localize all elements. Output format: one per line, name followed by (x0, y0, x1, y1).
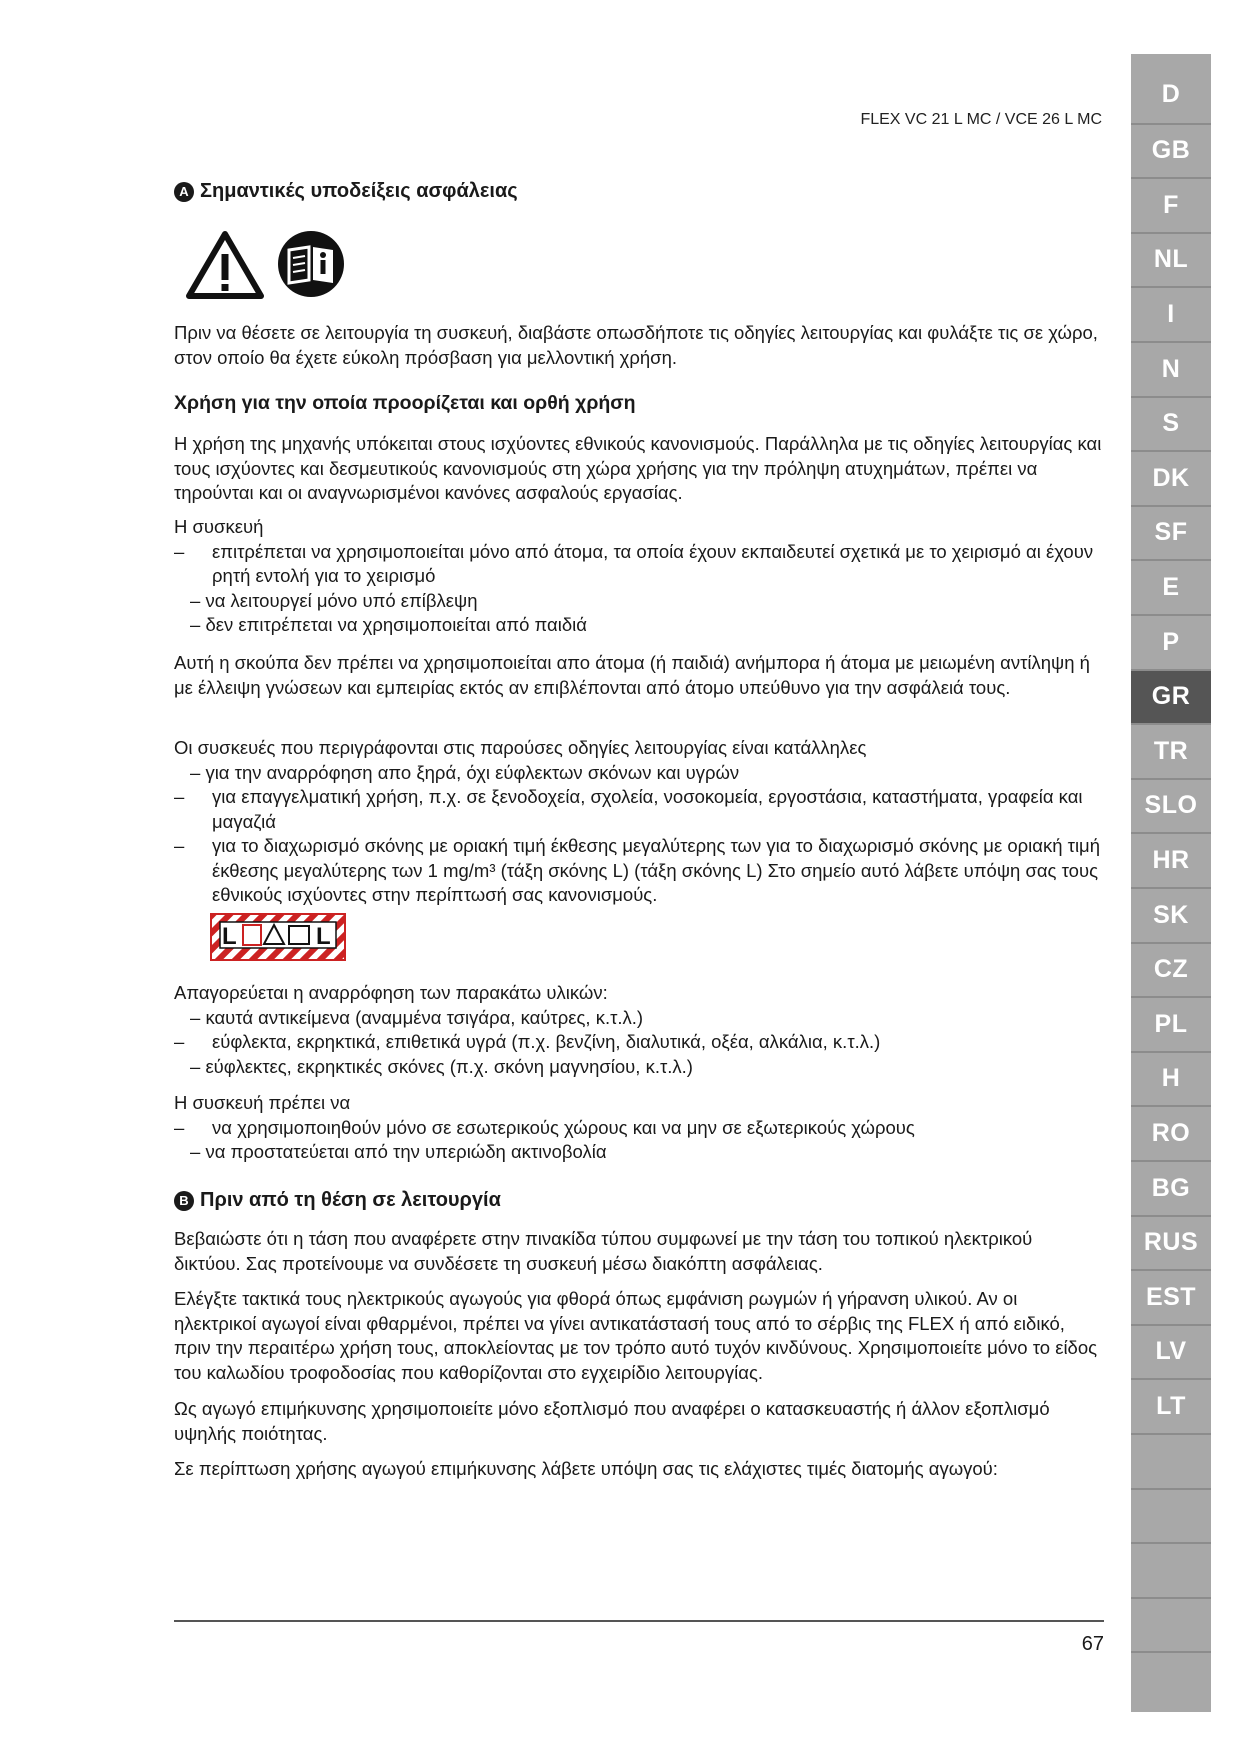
section-b-p2: Ελέγξτε τακτικά τους ηλεκτρικούς αγωγούς για φθορά όπως εμφάνιση ρωγμών ή γήρανση υλικού. Αν οι ηλεκτρικοί αγωγοί είναι φθαρμένοι, πρέπει να γίνει αντικατάστασή τους από το σέρβις της FLEX ή από ειδικό, πριν την περαιτέρω χρήση τους, αποκλείοντας με τον τρόπο αυτό τυχόν κινδύνους. Χρησιμοποιείτε μόνο το είδος του καλωδίου τροφοδοσίας που καθορίζονται στο εγχειρίδιο λειτουργίας. (174, 1288, 1098, 1383)
language-tab-p[interactable]: P (1131, 614, 1211, 668)
section-a-title-text: Σημαντικές υποδείξεις ασφάλειας (200, 180, 518, 202)
language-tab-f[interactable]: F (1131, 177, 1211, 231)
language-tab-s[interactable]: S (1131, 396, 1211, 450)
document-model-header: FLEX VC 21 L MC / VCE 26 L MC (860, 111, 1102, 128)
safety-icons (185, 230, 345, 300)
language-tab-dk[interactable]: DK (1131, 450, 1211, 504)
footer-divider (174, 1620, 1104, 1622)
language-tab-sf[interactable]: SF (1131, 505, 1211, 559)
language-tab-empty (1131, 1542, 1211, 1596)
list-item: – να προστατεύεται από την υπεριώδη ακτινοβολία (190, 1141, 607, 1162)
vacuum-warning-paragraph: Αυτή η σκούπα δεν πρέπει να χρησιμοποιείται απο άτομα (ή παιδιά) ανήμπορα ή άτομα με μειωμένη αντίληψη ή με έλλειψη γνώσεων και εμπειρίας εκτός αν επιβλέπονται από άτομο υπεύθυνο για την ασφάλειά τους. (174, 652, 1090, 698)
language-tab-ro[interactable]: RO (1131, 1105, 1211, 1159)
intro-paragraph: Πριν να θέσετε σε λειτουργία τη συσκευή, διαβάστε οπωσδήποτε τις οδηγίες λειτουργίας και φυλάξτε τις σε χώρο, στον οποίο θα έχετε εύκολη πρόσβαση για μελλοντική χρήση. (174, 322, 1098, 368)
section-a-intro (174, 321, 1104, 370)
section-b-title (174, 1189, 501, 1212)
language-tab-empty (1131, 1651, 1211, 1705)
language-tab-tr[interactable]: TR (1131, 723, 1211, 777)
list-item: – επιτρέπεται να χρησιμοποιείται μόνο από άτομα, τα οποία έχουν εκπαιδευτεί σχετικά με το χειρισμό αι έχουν ρητή εντολή για το χειρισμό (174, 540, 1094, 586)
language-tab-gr[interactable]: GR (1131, 669, 1211, 723)
device-intro: Η συσκευή (174, 516, 264, 537)
list-item: – να χρησιμοποιηθούν μόνο σε εσωτερικούς χώρους και να μην σε εξωτερικούς χώρους (174, 1116, 915, 1138)
class-letter-right: L (316, 923, 331, 950)
language-tab-h[interactable]: H (1131, 1051, 1211, 1105)
list-item: – για το διαχωρισμό σκόνης με οριακή τιμή έκθεσης μεγαλύτερης των για το διαχωρισμό σκόνης με οριακή τιμή έκθεσης μεγαλύτερης των 1 mg/m³ (τάξη σκόνης L) (τάξη σκόνης L) Στο σημείο αυτό λάβετε υπόψη σας τους εθνικούς ισχύοντες στην περίπτωσή σας κανονισμούς. (174, 835, 1100, 905)
language-tab-e[interactable]: E (1131, 559, 1211, 613)
read-manual-icon (277, 230, 345, 298)
list-item: – εύφλεκτα, εκρηκτικά, επιθετικά υγρά (π.χ. βενζίνη, διαλυτικά, οξέα, αλκάλια, κ.τ.λ.) (174, 1031, 881, 1052)
section-b-badge: B (174, 1191, 194, 1211)
dust-class-label (210, 913, 346, 966)
forbidden-intro: Απαγορεύεται η αναρρόφηση των παρακάτω υλικών: (174, 982, 608, 1003)
section-a-title (174, 180, 518, 203)
language-tab-bg[interactable]: BG (1131, 1160, 1211, 1214)
language-tab-est[interactable]: EST (1131, 1269, 1211, 1323)
suitable-block (174, 736, 1104, 908)
language-tab-gb[interactable]: GB (1131, 123, 1211, 177)
dust-class-l-icon (210, 913, 346, 961)
language-tab-cz[interactable]: CZ (1131, 942, 1211, 996)
page-number: 67 (1081, 1633, 1104, 1655)
language-tab-d[interactable]: D (1161, 79, 1181, 108)
intended-use-paragraph: Η χρήση της μηχανής υπόκειται στους ισχύοντες εθνικούς κανονισμούς. Παράλληλα με τις οδηγίες λειτουργίας και τους ισχύοντες και δεσμευτικούς κανονισμούς στη χώρα χρήσης για την πρόληψη ατυχημάτων, πρέπει να τηρούνται και οι αναγνωρισμένοι κανόνες ασφαλούς εργασίας. (174, 433, 1102, 503)
forbidden-block (174, 981, 1104, 1079)
section-b-title-text: Πριν από τη θέση σε λειτουργία (200, 1189, 501, 1211)
language-tab-i[interactable]: I (1131, 286, 1211, 340)
list-item: – να λειτουργεί μόνο υπό επίβλεψη (190, 589, 478, 611)
warning-triangle-icon (185, 230, 265, 300)
intended-use-text-block (174, 432, 1104, 506)
intended-use-title: Χρήση για την οποία προορίζεται και ορθή χρήση (174, 392, 636, 414)
language-tab-hr[interactable]: HR (1131, 832, 1211, 886)
class-letter-left: L (222, 923, 237, 950)
language-tab-rus[interactable]: RUS (1131, 1215, 1211, 1269)
list-item: – εύφλεκτες, εκρηκτικές σκόνες (π.χ. σκόνη μαγνησίου, κ.τ.λ.) (190, 1055, 693, 1077)
language-tab-lt[interactable]: LT (1131, 1378, 1211, 1432)
must-intro: Η συσκευή πρέπει να (174, 1092, 351, 1113)
language-tab-sk[interactable]: SK (1131, 887, 1211, 941)
section-b-p3: Ως αγωγό επιμήκυνσης χρησιμοποιείτε μόνο εξοπλισμό που αναφέρει ο κατασκευαστής ή άλλον εξοπλισμό υψηλής ποιότητας. (174, 1398, 1050, 1444)
vacuum-warning-block (174, 651, 1104, 700)
list-item: – δεν επιτρέπεται να χρησιμοποιείται από παιδιά (190, 614, 587, 635)
suitable-intro: Οι συσκευές που περιγράφονται στις παρούσες οδηγίες λειτουργίας είναι κατάλληλες (174, 737, 867, 758)
device-block (174, 515, 1104, 638)
section-a-badge: A (174, 182, 194, 202)
language-tab-empty (1131, 1597, 1211, 1651)
language-tab-n[interactable]: N (1131, 341, 1211, 395)
list-item: – καυτά αντικείμενα (αναμμένα τσιγάρα, καύτρες, κ.τ.λ.) (190, 1006, 644, 1028)
language-tab-nl[interactable]: NL (1131, 232, 1211, 286)
language-tab-lv[interactable]: LV (1131, 1324, 1211, 1378)
language-tab-empty (1131, 1488, 1211, 1542)
list-item: – για την αναρρόφηση απο ξηρά, όχι εύφλεκτων σκόνων και υγρών (190, 761, 740, 783)
language-tab-slo[interactable]: SLO (1131, 778, 1211, 832)
language-tab-empty (1131, 1433, 1211, 1487)
language-tab-pl[interactable]: PL (1131, 996, 1211, 1050)
must-block (174, 1091, 1104, 1165)
section-b-p1: Βεβαιώστε ότι η τάση που αναφέρετε στην πινακίδα τύπου συμφωνεί με την τάση του τοπικού ηλεκτρικού δικτύου. Σας προτείνουμε να συνδέσετε τη συσκευή μέσω διακόπτη ασφάλειας. (174, 1228, 1033, 1274)
section-b-p4: Σε περίπτωση χρήσης αγωγού επιμήκυνσης λάβετε υπόψη σας τις ελάχιστες τιμές διατομής αγωγού: (174, 1458, 998, 1479)
list-item: – για επαγγελματική χρήση, π.χ. σε ξενοδοχεία, σχολεία, νοσοκομεία, εργοστάσια, καταστήματα, γραφεία και μαγαζιά (174, 786, 1083, 832)
